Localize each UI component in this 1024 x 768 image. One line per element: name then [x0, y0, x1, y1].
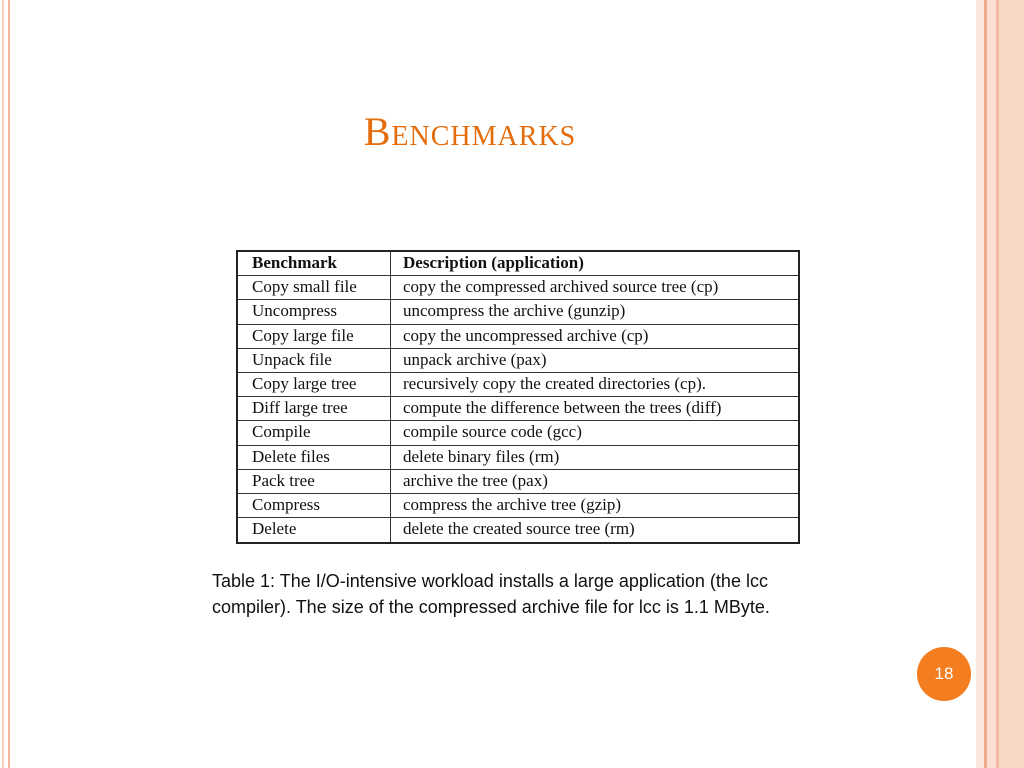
benchmark-cell: Copy large tree — [238, 373, 391, 396]
description-cell: compute the difference between the trees (diff) — [403, 398, 722, 418]
benchmark-cell: Unpack file — [238, 349, 391, 372]
page-number: 18 — [934, 664, 954, 683]
description-cell: recursively copy the created directories (cp). — [403, 373, 707, 393]
table-row — [238, 325, 798, 349]
page-number-badge — [917, 647, 971, 701]
description-cell: unpack archive (pax) — [403, 349, 547, 369]
benchmark-cell: Delete files — [238, 446, 391, 469]
description-cell: delete the created source tree (rm) — [403, 519, 635, 539]
table-row — [238, 276, 798, 300]
benchmark-cell: Diff large tree — [238, 397, 391, 420]
table-row — [238, 397, 798, 421]
description-cell: compile source code (gcc) — [403, 422, 582, 442]
table-caption: Table 1: The I/O-intensive workload installs a large application (the lcc compiler). The size of the compressed archive file for lcc is 1.1 MByte. — [212, 571, 770, 617]
description-cell: copy the uncompressed archive (cp) — [403, 325, 649, 345]
description-cell: compress the archive tree (gzip) — [403, 494, 622, 514]
benchmark-cell: Compile — [238, 421, 391, 444]
benchmark-cell: Compress — [238, 494, 391, 517]
description-cell: archive the tree (pax) — [403, 470, 548, 490]
table-row — [238, 373, 798, 397]
slide-title: Benchmarks — [363, 109, 577, 154]
table-row — [238, 446, 798, 470]
table-row — [238, 421, 798, 445]
table-row — [238, 300, 798, 324]
table-row — [238, 518, 798, 542]
benchmark-table — [236, 250, 800, 544]
table-row — [238, 494, 798, 518]
benchmark-cell: Delete — [238, 518, 391, 542]
benchmark-cell: Uncompress — [238, 300, 391, 323]
benchmark-cell: Pack tree — [238, 470, 391, 493]
description-cell: copy the compressed archived source tree (cp) — [403, 277, 719, 297]
description-cell: uncompress the archive (gunzip) — [403, 301, 626, 321]
description-cell: delete binary files (rm) — [403, 446, 560, 466]
table-header-row — [238, 252, 798, 276]
right-stripe-decoration — [976, 0, 1024, 768]
header-description: Description (application) — [403, 253, 584, 272]
header-benchmark: Benchmark — [238, 252, 391, 275]
table-row — [238, 349, 798, 373]
benchmark-cell: Copy large file — [238, 325, 391, 348]
table-row — [238, 470, 798, 494]
benchmark-cell: Copy small file — [238, 276, 391, 299]
